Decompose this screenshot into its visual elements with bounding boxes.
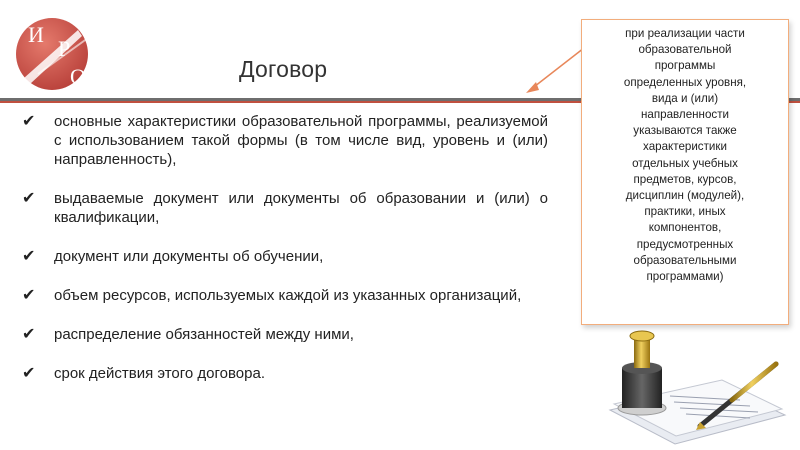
note-line: определенных уровня, — [623, 75, 747, 89]
note-line: направленности — [641, 108, 729, 122]
bullet-list — [22, 112, 548, 403]
note-line: практики, иных — [644, 205, 726, 219]
note-line: программами) — [646, 270, 724, 284]
note-line: дисциплин (модулей), — [625, 189, 745, 203]
checkmark-icon: ✔ — [22, 190, 36, 207]
note-line: программы — [654, 59, 716, 73]
note-line: образовательными — [633, 253, 737, 267]
stamp-and-pen-icon — [600, 330, 790, 448]
list-item: ✔ срок действия этого договора. — [22, 365, 265, 382]
list-item: ✔ документ или документы об обучении, — [22, 248, 324, 265]
checkmark-icon: ✔ — [22, 326, 36, 343]
note-line: указываются также — [633, 124, 737, 138]
slide-title: Договор — [239, 56, 328, 82]
note-line: при реализации части — [625, 27, 745, 40]
list-item: ✔ выдаваемые документ или документы об образовании и (или) о квалификации, — [22, 190, 548, 226]
callout-arrow — [520, 40, 590, 100]
iro-logo — [8, 8, 100, 96]
note-line: предметов, курсов, — [633, 172, 737, 186]
note-line: отдельных учебных — [632, 156, 738, 170]
checkmark-icon: ✔ — [22, 248, 36, 265]
logo-letter-r: Р — [58, 36, 71, 61]
logo-letter-o: О — [70, 64, 86, 89]
list-item: ✔ распределение обязанностей между ними, — [22, 326, 354, 343]
checkmark-icon: ✔ — [22, 113, 36, 130]
callout-note — [581, 19, 789, 325]
note-line: характеристики — [643, 140, 727, 154]
note-line: образовательной — [638, 43, 732, 57]
note-line: предусмотренных — [636, 237, 734, 251]
logo-letter-i: И — [28, 22, 44, 47]
checkmark-icon: ✔ — [22, 287, 36, 304]
note-line: вида и (или) — [651, 91, 719, 105]
list-item: ✔ объем ресурсов, используемых каждой из указанных организаций, — [22, 287, 522, 304]
checkmark-icon: ✔ — [22, 365, 36, 382]
list-item: ✔ основные характеристики образовательной программы, реализуемой с использованием такой формы (в том числе вид, уровень и (или) направленность), — [22, 113, 548, 168]
note-line: компонентов, — [648, 221, 722, 235]
